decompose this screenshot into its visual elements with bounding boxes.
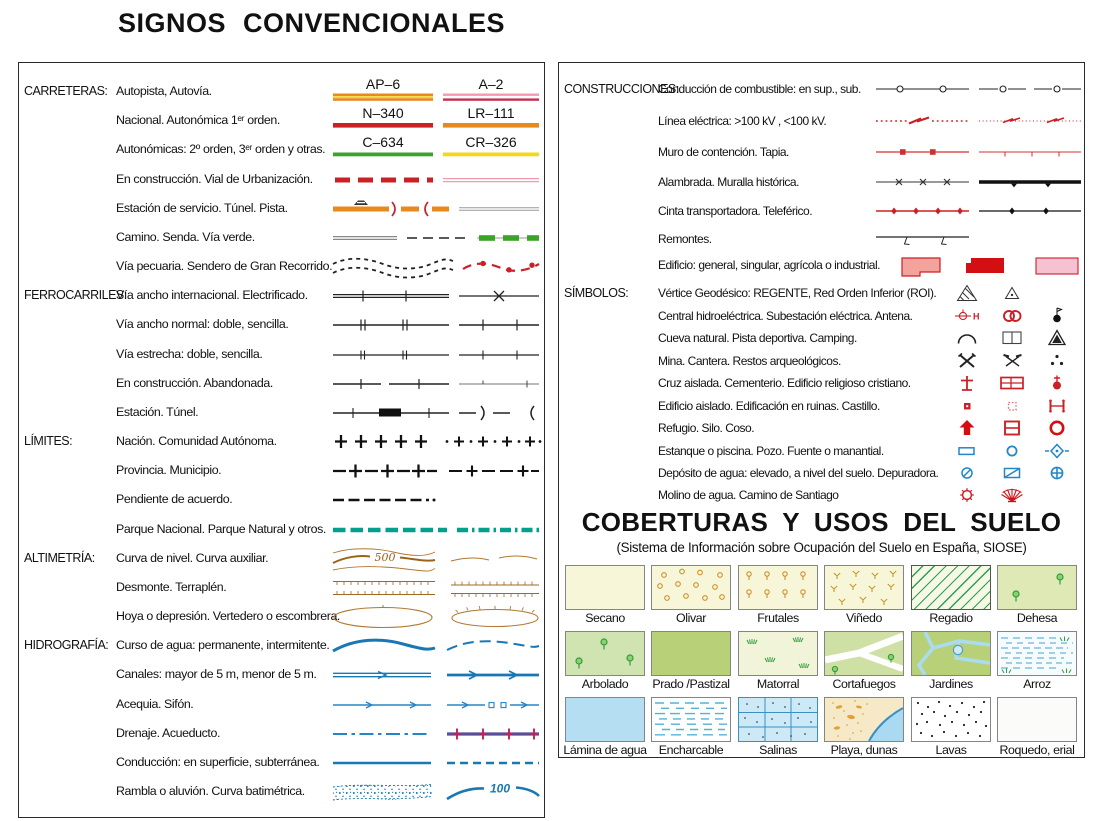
symbol-autonomicas (331, 135, 543, 164)
svg-text:N–340: N–340 (362, 105, 404, 121)
row-label: Vía pecuaria. Sendero de Gran Recorrido. (116, 259, 333, 273)
row-label: Canales: mayor de 5 m, menor de 5 m. (116, 667, 317, 681)
symbol-curvas-nivel (331, 544, 543, 573)
svg-text:A–2: A–2 (478, 76, 504, 92)
swatch-label: Arbolado (581, 677, 629, 691)
symbol-curso-agua (331, 631, 543, 660)
legend-row-desmonte (19, 573, 544, 602)
legend-row-edificio-aislado (559, 395, 1084, 417)
row-label: Acequia. Sifón. (116, 697, 194, 711)
legend-row-rambla (19, 777, 544, 806)
legend-row-cueva (559, 327, 1084, 349)
matorral-pattern (739, 632, 817, 675)
landcover-cell-cortafuegos (824, 631, 910, 691)
landcover-cell-olivar (651, 565, 737, 625)
swatch-label: Lavas (935, 743, 967, 757)
symbol-vertice-geodesico (874, 282, 1084, 304)
category-limites: LÍMITES: (24, 434, 73, 448)
swatch-label: Salinas (759, 743, 797, 757)
landcover-cell-regadio (911, 565, 997, 625)
row-label: Provincia. Municipio. (116, 463, 222, 477)
row-label: Estación. Túnel. (116, 405, 199, 419)
landcover-cell-prado (651, 631, 737, 691)
symbol-estacion-tunel (331, 398, 543, 427)
category-ferrocarriles: FERROCARRILES: (24, 288, 127, 302)
legend-row-curso-agua (19, 631, 544, 660)
symbol-central-subestacion-antena (874, 305, 1084, 327)
symbol-camino-senda-viaverde (331, 223, 543, 252)
swatch-olivar (651, 565, 731, 610)
swatch-label: Prado /Pastizal (652, 677, 730, 691)
row-label: En construcción. Abandonada. (116, 376, 273, 390)
landcover-cell-playa (824, 697, 910, 757)
swatch-dehesa (997, 565, 1077, 610)
swatch-roquedo (997, 697, 1077, 742)
arroz-pattern (998, 632, 1076, 675)
vinedo-pattern (825, 566, 903, 609)
row-label: Nación. Comunidad Autónoma. (116, 434, 277, 448)
landcover-cell-matorral (738, 631, 824, 691)
landcover-cell-lavas (911, 697, 997, 757)
swatch-arroz (997, 631, 1077, 676)
row-label: Drenaje. Acueducto. (116, 726, 220, 740)
landcover-cell-secano (565, 565, 651, 625)
legend-row-hoya (19, 602, 544, 631)
swatch-matorral (738, 631, 818, 676)
legend-row-via-normal (19, 310, 544, 339)
swatch-salinas (738, 697, 818, 742)
row-label: Edificio aislado. Edificación en ruinas. Castillo. (658, 399, 880, 413)
row-label: Cinta transportadora. Teleférico. (658, 204, 813, 218)
svg-text:CR–326: CR–326 (465, 134, 517, 150)
legend-row-edificio (559, 251, 1084, 279)
symbol-remontes (874, 227, 1084, 251)
symbol-construccion-vial (331, 165, 543, 194)
legend-row-construccion-vial (19, 165, 544, 194)
legend-row-molino (559, 484, 1084, 506)
legend-row-acequia (19, 690, 544, 719)
symbol-via-estrecha (331, 340, 543, 369)
symbol-refugio-silo-coso (874, 417, 1084, 439)
legend-row-autonomicas (19, 135, 544, 164)
symbol-autopista-autovia (331, 77, 543, 106)
category-construcciones: CONSTRUCCIONES: (564, 82, 679, 96)
swatch-label: Encharcable (658, 743, 724, 757)
svg-text:100: 100 (489, 781, 511, 796)
legend-row-linea-electrica (559, 109, 1084, 133)
legend-row-via-pecuaria (19, 252, 544, 281)
legend-row-ferro-construccion (19, 369, 544, 398)
frutales-pattern (739, 566, 817, 609)
swatch-label: Roquedo, erial (999, 743, 1075, 757)
landcover-cell-dehesa (997, 565, 1083, 625)
row-label: Conducción de combustible: en sup., sub. (658, 82, 861, 96)
symbol-via-normal (331, 310, 543, 339)
swatch-label: Lámina de agua (563, 743, 647, 757)
row-label: Depósito de agua: elevado, a nivel del suelo. Depuradora. (658, 466, 939, 480)
landcover-cell-lamina (565, 697, 651, 757)
row-label: Parque Nacional. Parque Natural y otros. (116, 522, 326, 536)
row-label: Curva de nivel. Curva auxiliar. (116, 551, 269, 565)
swatch-encharcable (651, 697, 731, 742)
landcover-cell-roquedo (997, 697, 1083, 757)
legend-row-mina (559, 350, 1084, 372)
row-label: Rambla o aluvión. Curva batimétrica. (116, 784, 305, 798)
category-carreteras: CARRETERAS: (24, 84, 108, 98)
legend-row-alambrada (559, 170, 1084, 194)
swatch-frutales (738, 565, 818, 610)
svg-text:LR–111: LR–111 (467, 105, 515, 121)
row-label: Hoya o depresión. Vertedero o escombrera. (116, 609, 340, 623)
legend-row-pendiente (19, 485, 544, 514)
legend-row-curva-nivel (19, 544, 544, 573)
swatch-jardines (911, 631, 991, 676)
swatch-label: Arroz (1023, 677, 1051, 691)
symbol-nacion-comunidad (331, 427, 543, 456)
symbol-hoya-vertedero (331, 602, 543, 631)
swatch-label: Viñedo (846, 611, 882, 625)
symbol-edificios (874, 251, 1084, 279)
landcover-cell-arbolado (565, 631, 651, 691)
swatch-label: Olivar (676, 611, 706, 625)
jardines-pattern (912, 632, 990, 675)
row-label: Pendiente de acuerdo. (116, 492, 233, 506)
svg-text:500: 500 (374, 551, 396, 564)
playa-pattern (825, 698, 903, 741)
row-label: Mina. Cantera. Restos arqueológicos. (658, 354, 841, 368)
swatch-secano (565, 565, 645, 610)
symbol-drenaje-acueducto (331, 719, 543, 748)
svg-text:AP–6: AP–6 (365, 76, 401, 92)
category-altimetria: ALTIMETRÍA: (24, 551, 95, 565)
swatch-regadio (911, 565, 991, 610)
landcover-cell-arroz (997, 631, 1083, 691)
row-label: Estación de servicio. Túnel. Pista. (116, 201, 288, 215)
left-legend-panel (18, 62, 545, 818)
row-label: Conducción: en superficie, subterránea. (116, 755, 320, 769)
legend-row-deposito (559, 462, 1084, 484)
svg-text:H: H (973, 311, 980, 322)
arbolado-pattern (566, 632, 644, 675)
row-label: Cruz aislada. Cementerio. Edificio religioso cristiano. (658, 376, 911, 390)
swatch-vinedo (824, 565, 904, 610)
category-hidrografia: HIDROGRAFÍA: (24, 638, 109, 652)
swatch-label: Jardines (929, 677, 973, 691)
symbol-linea-electrica (874, 109, 1084, 133)
legend-row-nacion (19, 427, 544, 456)
salinas-pattern (739, 698, 817, 741)
symbol-molino-camino-santiago (874, 484, 1084, 506)
legend-row-cinta (559, 199, 1084, 223)
row-label: Central hidroeléctrica. Subestación eléctrica. Antena. (658, 309, 913, 323)
row-label: En construcción. Vial de Urbanización. (116, 172, 313, 186)
row-label: Cueva natural. Pista deportiva. Camping. (658, 331, 857, 345)
symbol-pendiente (331, 485, 543, 514)
row-label: Vía ancho internacional. Electrificado. (116, 288, 308, 302)
legend-row-parque (19, 515, 544, 544)
row-label: Curso de agua: permanente, intermitente. (116, 638, 330, 652)
legend-row-combustible (559, 77, 1084, 101)
legend-row-canales (19, 660, 544, 689)
dehesa-pattern (998, 566, 1076, 609)
swatch-label: Playa, dunas (830, 743, 898, 757)
cortafuegos-pattern (825, 632, 903, 675)
symbol-deposito-depuradora (874, 462, 1084, 484)
row-label: Autonómicas: 2º orden, 3ᵉʳ orden y otras. (116, 142, 326, 156)
legend-row-estanque (559, 440, 1084, 462)
symbol-cinta-teleferico (874, 199, 1084, 223)
legend-row-central (559, 305, 1084, 327)
symbol-cueva-pista-camping (874, 327, 1084, 349)
row-label: Molino de agua. Camino de Santiago (658, 488, 839, 502)
symbol-cruz-cementerio-religioso (874, 372, 1084, 394)
swatch-arbolado (565, 631, 645, 676)
swatch-lamina-agua (565, 697, 645, 742)
legend-row-camino-senda (19, 223, 544, 252)
row-label: Alambrada. Muralla histórica. (658, 175, 799, 189)
landcover-cell-vinedo (824, 565, 910, 625)
legend-row-vertice (559, 282, 1084, 304)
legend-row-estacion-servicio (19, 194, 544, 223)
symbol-mina-cantera-restos (874, 350, 1084, 372)
swatch-playa-dunas (824, 697, 904, 742)
right-legend-panel (558, 62, 1085, 758)
row-label: Camino. Senda. Vía verde. (116, 230, 255, 244)
row-label: Nacional. Autonómica 1ᵉʳ orden. (116, 113, 280, 127)
row-label: Edificio: general, singular, agrícola o industrial. (658, 258, 880, 272)
legend-row-autopista (19, 77, 544, 106)
encharcable-pattern (652, 698, 730, 741)
symbol-provincia-municipio (331, 456, 543, 485)
symbol-via-internacional (331, 281, 543, 310)
symbol-conduccion-agua (331, 748, 543, 777)
symbol-nacional-autonomica1 (331, 106, 543, 135)
swatch-label: Secano (585, 611, 625, 625)
landcover-cell-frutales (738, 565, 824, 625)
svg-text:C–634: C–634 (362, 134, 404, 150)
symbol-muro-tapia (874, 140, 1084, 164)
landcover-cell-jardines (911, 631, 997, 691)
symbol-desmonte-terraplen (331, 573, 543, 602)
legend-row-via-estrecha (19, 340, 544, 369)
swatch-prado (651, 631, 731, 676)
row-label: Desmonte. Terraplén. (116, 580, 227, 594)
row-label: Remontes. (658, 232, 712, 246)
row-label: Vía estrecha: doble, sencilla. (116, 347, 263, 361)
symbol-ferro-construccion-abandonada (331, 369, 543, 398)
swatch-label: Regadio (929, 611, 973, 625)
row-label: Estanque o piscina. Pozo. Fuente o manantial. (658, 444, 884, 458)
legend-row-via-internacional (19, 281, 544, 310)
row-label: Vértice Geodésico: REGENTE, Red Orden Inferior (ROI). (658, 286, 937, 300)
row-label: Autopista, Autovía. (116, 84, 212, 98)
swatch-label: Dehesa (1016, 611, 1058, 625)
symbol-conduccion-combustible (874, 77, 1084, 101)
symbol-parques (331, 515, 543, 544)
symbol-pecuaria-gr (331, 252, 543, 281)
row-label: Muro de contención. Tapia. (658, 145, 789, 159)
swatch-lavas (911, 697, 991, 742)
page-title: SIGNOS CONVENCIONALES (118, 8, 506, 38)
symbol-estanque-pozo-fuente (874, 440, 1084, 462)
legend-row-refugio (559, 417, 1084, 439)
symbol-rambla-batimetrica (331, 777, 543, 806)
legend-row-muro (559, 140, 1084, 164)
legend-row-remontes (559, 227, 1084, 251)
legend-row-estacion-tunel (19, 398, 544, 427)
legend-row-conduccion (19, 748, 544, 777)
swatch-label: Frutales (757, 611, 799, 625)
symbol-acequia-sifon (331, 690, 543, 719)
legend-row-provincia (19, 456, 544, 485)
symbol-canales (331, 660, 543, 689)
legend-row-nacional (19, 106, 544, 135)
swatch-label: Matorral (756, 677, 800, 691)
legend-row-cruz (559, 372, 1084, 394)
symbol-estacion-tunel-pista (331, 194, 543, 223)
row-label: Línea eléctrica: >100 kV , <100 kV. (658, 114, 827, 128)
legend-row-drenaje (19, 719, 544, 748)
row-label: Vía ancho normal: doble, sencilla. (116, 317, 289, 331)
olivar-pattern (652, 566, 730, 609)
row-label: Refugio. Silo. Coso. (658, 421, 755, 435)
landcover-cell-salinas (738, 697, 824, 757)
swatch-cortafuegos (824, 631, 904, 676)
landcover-cell-encharcable (651, 697, 737, 757)
symbol-alambrada-muralla (874, 170, 1084, 194)
symbol-aislado-ruinas-castillo (874, 395, 1084, 417)
coberturas-subtitle: (Sistema de Información sobre Ocupación del Suelo en España, SIOSE) (616, 540, 1027, 555)
category-simbolos: SÍMBOLOS: (564, 286, 629, 300)
swatch-label: Cortafuegos (832, 677, 896, 691)
coberturas-title: COBERTURAS Y USOS DEL SUELO (581, 507, 1062, 537)
lavas-pattern (912, 698, 990, 741)
